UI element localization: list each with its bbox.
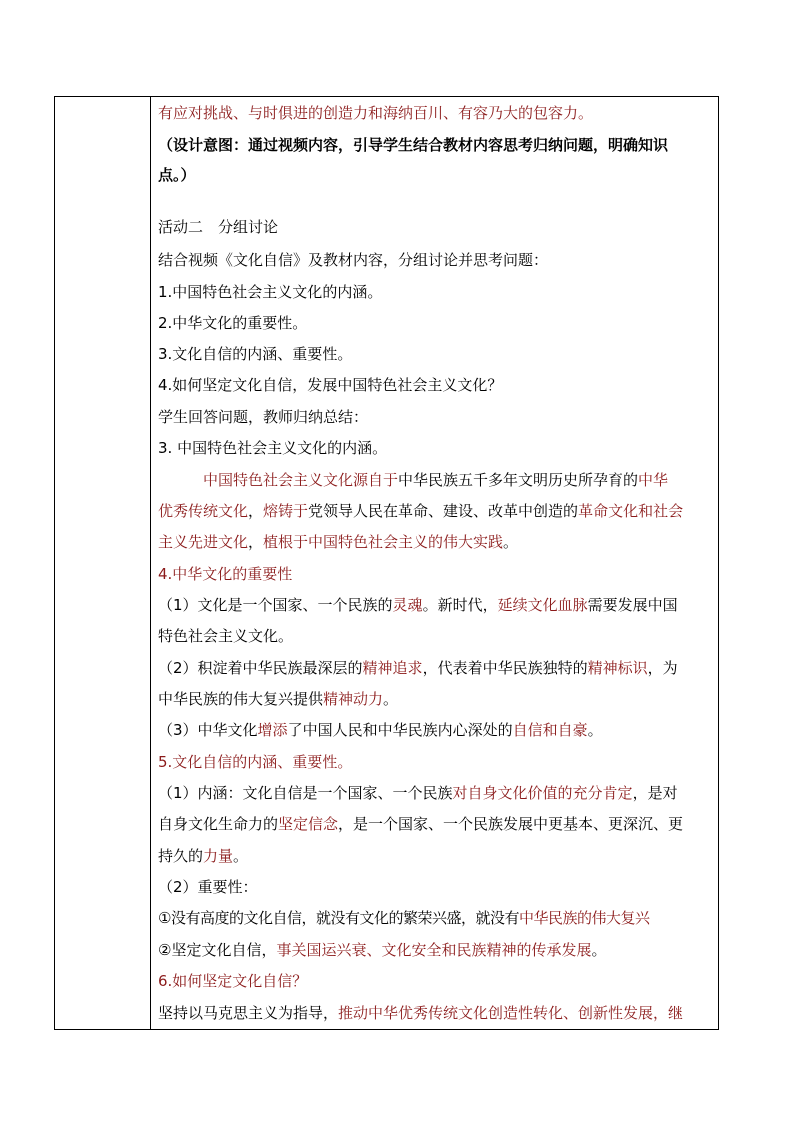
text-span: 3. 中国特色社会主义文化的内涵。 [158,439,388,457]
design-intent-line [158,165,196,185]
text-span: ，是对 [632,784,678,802]
design-intent-line [158,135,668,155]
highlight-text: 中华民族的伟大复兴 [518,909,650,927]
text-span: 了中国人民和中华民族内心深处的 [287,721,513,739]
highlight-text: 灵魂 [392,596,423,614]
text-span: 特色社会主义文化。 [158,627,294,645]
text-span: （设计意图：通过视频内容，引导学生结合教材内容思考归纳问题，明确知识 [158,136,669,154]
highlight-text: 6.如何坚定文化自信？ [158,972,308,990]
text-line [158,846,248,866]
text-line [158,720,603,740]
question-item [158,313,307,333]
highlight-text: 精神标识 [587,659,648,677]
highlight-text: 事关国运兴衰、文化安全和民族精神的传承发展 [276,941,592,959]
highlight-text: 对自身文化价值的充分肯定 [452,784,633,802]
highlight-text: 5.文化自信的内涵、重要性。 [158,753,353,771]
section-heading [158,752,352,772]
text-span: ①没有高度的文化自信，就没有文化的繁荣兴盛，就没有 [158,909,519,927]
text-span: 坚持以马克思主义为指导， [158,1004,339,1022]
section-heading [158,564,292,584]
text-span: （3）中华文化 [158,721,258,739]
highlight-text: 增添 [257,721,288,739]
text-span: （2）重要性： [158,878,258,896]
highlight-text: 熔铸于 [263,502,309,520]
text-span: 学生回答问题，教师归纳总结： [158,408,369,426]
text-span: 。 [587,721,603,739]
text-span: 2.中华文化的重要性。 [158,314,308,332]
section-heading [158,438,387,458]
text-line [158,626,293,646]
highlight-text: 中国特色社会主义文化源自于 [203,471,399,489]
highlight-text: 精神追求 [362,659,423,677]
text-span: 4.如何坚定文化自信，发展中国特色社会主义文化？ [158,376,503,394]
highlight-text: 延续文化血脉 [497,596,588,614]
question-item [158,344,352,364]
text-span: ，代表着中华民族独特的 [422,659,588,677]
text-span: 。 [591,941,607,959]
highlight-text: 优秀传统文化 [158,502,249,520]
highlight-text: 自信和自豪 [512,721,588,739]
highlight-text: 中华 [638,471,669,489]
text-line [158,103,593,123]
text-span: 需要发展中国 [587,596,678,614]
text-line [158,689,398,709]
text-span: （1）文化是一个国家、一个民族的 [158,596,393,614]
highlight-text: 4.中华文化的重要性 [158,565,293,583]
lesson-table [54,96,719,1030]
text-span: 点。） [158,166,196,184]
text-span: 党领导人民在革命、建设、改革中创造的 [308,502,579,520]
text-span: ，为 [647,659,678,677]
text-span: ②坚定文化自信， [158,941,277,959]
text-span: （2）积淀着中华民族最深层的 [158,659,363,677]
highlight-text: 推动中华优秀传统文化创造性转化、创新性发展，继 [338,1004,684,1022]
text-span: 。 [503,533,519,551]
text-line [203,470,668,490]
text-line [158,532,518,552]
text-span: 中华民族五千多年文明历史所孕育的 [398,471,639,489]
highlight-text: 主义先进文化 [158,533,249,551]
text-span: （1）内涵：文化自信是一个国家、一个民族 [158,784,453,802]
text-span: 。 [233,847,249,865]
text-span: 活动二 分组讨论 [158,218,279,236]
text-span: 3.文化自信的内涵、重要性。 [158,345,353,363]
text-line [158,595,678,615]
text-line [158,250,548,270]
section-heading [158,971,307,991]
text-span: 持久的 [158,847,204,865]
text-line [158,783,678,803]
text-span: ， [248,533,264,551]
column-divider [150,97,151,1029]
text-span: 1.中国特色社会主义文化的内涵。 [158,283,383,301]
question-item [158,375,502,395]
highlight-text: 植根于中国特色社会主义的伟大实践 [263,533,504,551]
text-span: 。 [383,690,399,708]
text-line [158,658,678,678]
text-line [158,407,368,427]
question-item [158,282,382,302]
text-line [158,814,683,834]
text-line [158,501,683,521]
text-line [158,1003,683,1023]
text-line [158,940,606,960]
highlight-text: 精神动力 [323,690,384,708]
text-span: 结合视频《文化自信》及教材内容，分组讨论并思考问题： [158,251,549,269]
text-line [158,908,649,928]
activity-heading [158,217,278,237]
highlight-text: 革命文化和社会 [578,502,684,520]
highlight-text: 有应对挑战、与时俱进的创造力和海纳百川、有容乃大的包容力。 [158,104,594,122]
text-span: 自身文化生命力的 [158,815,279,833]
text-line [158,877,258,897]
highlight-text: 力量 [203,847,234,865]
text-span: ， [248,502,264,520]
highlight-text: 坚定信念 [278,815,339,833]
text-span: 。新时代， [422,596,498,614]
text-span: 中华民族的伟大复兴提供 [158,690,324,708]
text-span: ，是一个国家、一个民族发展中更基本、更深沉、更 [338,815,684,833]
